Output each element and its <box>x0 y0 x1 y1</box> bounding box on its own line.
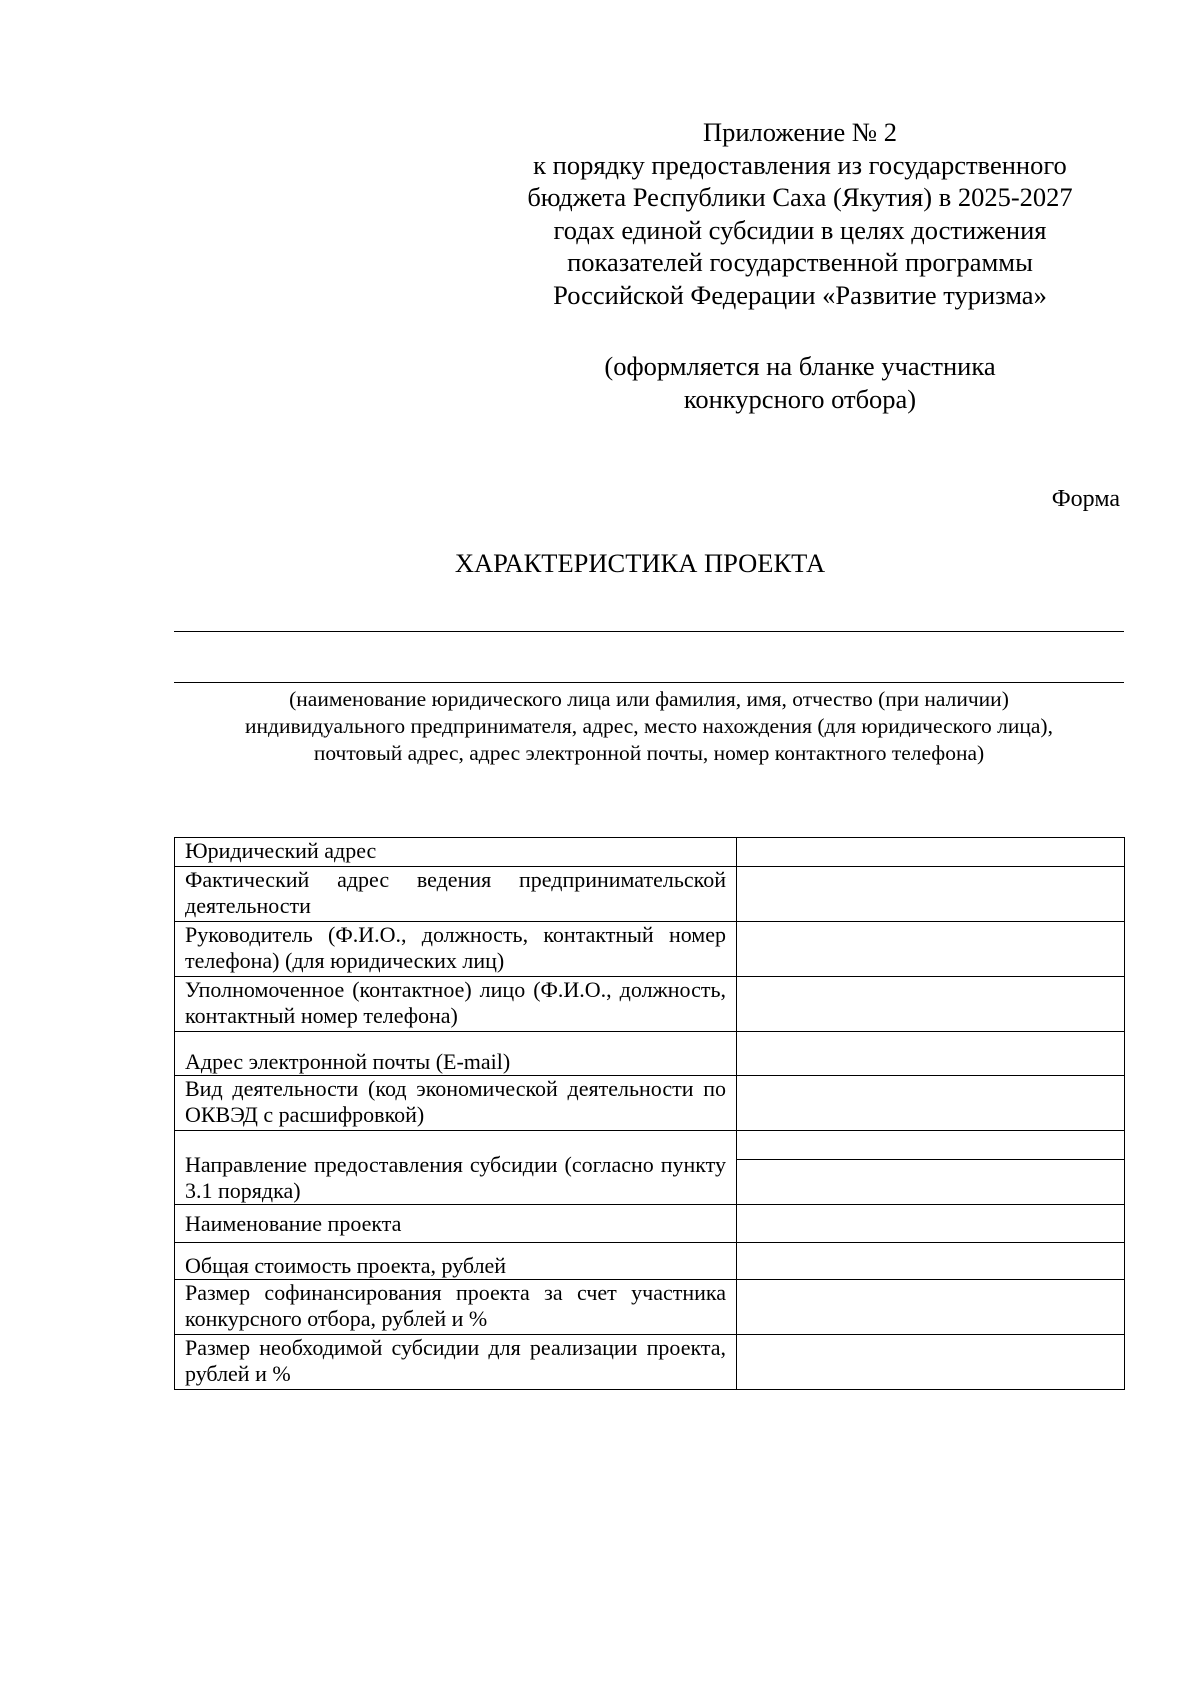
row-label: Вид деятельности (код экономической деятельности по ОКВЭД с расшифровкой) <box>175 1076 737 1131</box>
project-info-table <box>174 837 1125 1390</box>
fill-in-hint <box>150 686 1148 767</box>
table-row <box>175 1280 1125 1335</box>
row-label: Размер необходимой субсидии для реализации проекта, рублей и % <box>175 1335 737 1390</box>
table-row <box>175 922 1125 977</box>
row-label: Адрес электронной почты (E-mail) <box>175 1032 737 1076</box>
row-value <box>737 977 1125 1032</box>
blank-note-line: конкурсного отбора) <box>683 383 917 414</box>
fill-in-line <box>174 682 1124 683</box>
blank-note-line: (оформляется на бланке участника <box>604 351 996 381</box>
appendix-line: к порядку предоставления из государственного <box>533 149 1067 180</box>
row-label: Руководитель (Ф.И.О., должность, контактный номер телефона) (для юридических лиц) <box>175 922 737 977</box>
row-label: Уполномоченное (контактное) лицо (Ф.И.О., должность, контактный номер телефона) <box>175 977 737 1032</box>
table-row <box>175 1032 1125 1076</box>
row-value <box>737 838 1125 867</box>
fill-in-hint-line: индивидуального предпринимателя, адрес, место нахождения (для юридического лица), <box>245 714 1053 738</box>
row-label: Юридический адрес <box>175 838 737 867</box>
fill-in-hint-line: почтовый адрес, адрес электронной почты, номер контактного телефона) <box>313 741 985 765</box>
blank-note <box>480 350 1120 415</box>
table-row <box>175 1243 1125 1280</box>
row-label: Наименование проекта <box>175 1205 737 1243</box>
row-value <box>737 867 1125 922</box>
appendix-line: Приложение № 2 <box>702 117 897 147</box>
row-value <box>737 1280 1125 1335</box>
table-row <box>175 977 1125 1032</box>
table-row <box>175 1131 1125 1205</box>
appendix-line: Российской Федерации «Развитие туризма» <box>553 279 1047 310</box>
table-row <box>175 1205 1125 1243</box>
row-value <box>737 1131 1125 1205</box>
row-label: Общая стоимость проекта, рублей <box>175 1243 737 1280</box>
row-value <box>737 1076 1125 1131</box>
row-label: Размер софинансирования проекта за счет участника конкурсного отбора, рублей и % <box>175 1280 737 1335</box>
row-value <box>737 1205 1125 1243</box>
appendix-line: бюджета Республики Саха (Якутия) в 2025-2027 <box>527 182 1073 212</box>
appendix-line: годах единой субсидии в целях достижения <box>553 214 1047 245</box>
document-title: ХАРАКТЕРИСТИКА ПРОЕКТА <box>454 548 826 578</box>
table-row <box>175 867 1125 922</box>
row-value <box>737 1032 1125 1076</box>
appendix-header <box>480 116 1120 311</box>
value-subcell <box>737 1131 1124 1160</box>
fill-in-hint-line: (наименование юридического лица или фамилия, имя, отчество (при наличии) <box>289 687 1009 711</box>
form-label: Форма <box>1051 486 1120 512</box>
table-row <box>175 838 1125 867</box>
appendix-line: показателей государственной программы <box>567 247 1033 277</box>
value-subcell <box>737 1160 1124 1204</box>
row-label: Направление предоставления субсидии (согласно пункту 3.1 порядка) <box>175 1131 737 1205</box>
row-value <box>737 922 1125 977</box>
row-value <box>737 1243 1125 1280</box>
table-row <box>175 1076 1125 1131</box>
fill-in-line <box>174 631 1124 632</box>
row-value <box>737 1335 1125 1390</box>
table-row <box>175 1335 1125 1390</box>
row-label: Фактический адрес ведения предпринимательской деятельности <box>175 867 737 922</box>
